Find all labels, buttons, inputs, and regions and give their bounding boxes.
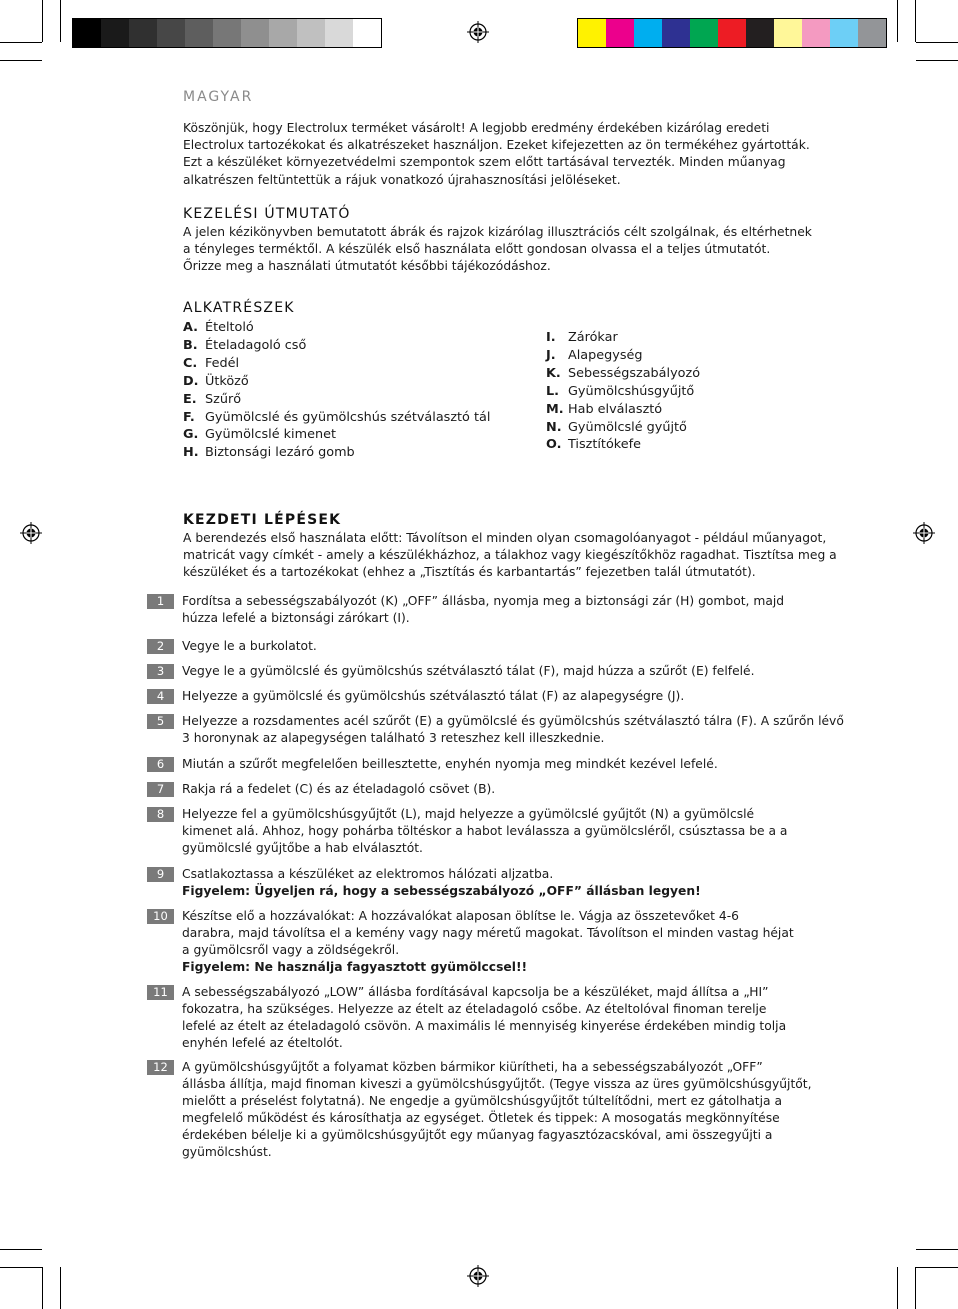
first-steps-line: készüléket és a tartozékokat (ehhez a „Tisztítás és karbantartás” fejezetben talál útmutatót). [183,565,756,580]
language-label: MAGYAR [183,89,254,105]
part-name: Tisztítókefe [568,437,641,453]
manual-paragraph [183,224,812,276]
manual-line: A jelen kézikönyvben bemutatott ábrák és rajzok kizárólag illusztrációs célt szolgálnak, és eltérhetnek [183,225,812,239]
registration-mark-icon [467,1265,489,1287]
color-swatch [662,19,690,47]
step-line: kimenet alá. Ahhoz, hogy pohárba töltéskor a habot leválassza a gyümölcsléről, csúsztassa be a a [182,824,788,838]
gray-swatch [185,19,213,47]
part-name: Alapegység [568,347,643,363]
color-swatch [858,19,886,47]
gray-swatch [325,19,353,47]
step-number-badge: 3 [147,664,174,679]
part-letter: M. [546,401,564,417]
step-line: érdekében bélelje ki a gyümölcshúsgyűjtőt egy műanyag fagyasztózacskóval, ami összegyűjti a [182,1128,773,1142]
step-line: Vegye le a burkolatot. [182,639,317,653]
step-text [182,713,902,747]
part-name: Hab elválasztó [568,401,663,417]
parts-heading: ALKATRÉSZEK [183,300,295,316]
color-swatch [774,19,802,47]
step-text [182,593,902,627]
part-name: Ütköző [205,373,249,389]
crop-mark-tr-v2 [897,0,898,42]
step-text [182,866,902,900]
part-letter: C. [183,355,198,371]
first-steps-paragraph [183,530,837,582]
crop-mark-tl-v2 [60,0,61,42]
step-line: A sebességszabályozó „LOW” állásba fordításával kapcsolja be a készüléket, majd állítsa a „HI” [182,985,769,999]
part-letter: E. [183,391,197,407]
part-letter: L. [546,383,560,399]
step-line: gyümölcslé gyűjtőbe a hab elválasztót. [182,841,423,855]
part-name: Sebességszabályozó [568,365,701,381]
registration-mark-icon [913,522,935,544]
parts-list-left [183,319,490,462]
step-text [182,781,902,798]
step-line: A gyümölcshúsgyűjtőt a folyamat közben bármikor kiürítheti, ha a sebességszabályozót „OFF” [182,1060,763,1074]
part-name: Zárókar [568,330,618,345]
color-swatch [578,19,606,47]
gray-swatch [241,19,269,47]
gray-swatch [73,19,101,47]
color-swatch [746,19,774,47]
step-text [182,638,902,655]
registration-mark-icon [20,522,42,544]
part-name: Ételtoló [205,320,254,335]
step-line: Miután a szűrőt megfelelően beillesztette, enyhén nyomja meg mindkét kezével lefelé. [182,757,718,771]
step-line: fokozatra, ha szükséges. Helyezze az ételt az ételadagoló csőbe. Az ételtolóval finoman terelje [182,1002,767,1016]
step-line: Készítse elő a hozzávalókat: A hozzávalókat alaposan öblítse le. Vágja az összetevőket 4-6 [182,909,739,923]
step-line: Fordítsa a sebességszabályozót (K) „OFF” állásba, nyomja meg a biztonsági zár (H) gombot, majd [182,594,785,608]
part-item [546,419,700,437]
gray-swatch [297,19,325,47]
part-name: Fedél [205,355,240,371]
step-text [182,908,902,976]
step-line: mielőtt a préselést folytatná). Ne engedje a gyümölcshúsgyűjtőt túltelítődni, mert ez gátolhatja a [182,1094,783,1108]
color-swatch [690,19,718,47]
step-line: Csatlakoztassa a készüléket az elektromos hálózati aljzatba. [182,867,554,881]
step-text [182,688,902,705]
registration-mark-icon [467,21,489,43]
crop-mark-br-h [916,1267,958,1268]
grayscale-color-bar [72,18,382,48]
color-swatch [634,19,662,47]
step-line: gyümölcshúst. [182,1145,272,1159]
step-number-badge: 11 [147,985,174,1000]
part-letter: H. [183,445,199,461]
step-text [182,756,902,773]
gray-swatch [269,19,297,47]
step-number-badge: 4 [147,689,174,704]
intro-line: Köszönjük, hogy Electrolux terméket vásárolt! A legjobb eredmény érdekében kizárólag eredeti [183,121,770,135]
parts-list-right [546,329,700,454]
step-line: Helyezze fel a gyümölcshúsgyűjtőt (L), majd helyezze a gyümölcslé gyűjtőt (N) a gyümölcslé [182,807,755,821]
first-steps-line: A berendezés első használata előtt: Távolítson el minden olyan csomagolóanyagot - például műanyagot, [183,531,827,545]
part-name: Biztonsági lezáró gomb [205,445,355,461]
part-letter: J. [546,347,556,363]
crop-mark-br-v2 [897,1267,898,1309]
part-name: Ételadagoló cső [205,337,307,353]
first-steps-heading: KEZDETI LÉPÉSEK [183,512,342,528]
gray-swatch [213,19,241,47]
step-number-badge: 1 [147,594,174,609]
step-number-badge: 8 [147,807,174,822]
part-letter: B. [183,337,198,353]
step-line: enyhén lefelé az ételtolót. [182,1036,343,1050]
intro-line: Ezt a készüléket környezetvédelmi szempontok szem előtt tartásával tervezték. Minden műanyag [183,155,786,170]
gray-swatch [129,19,157,47]
intro-line: Electrolux tartozékokat és alkatrészeket használjon. Ezeket kifejezetten az ön termékéhez gyártották. [183,138,810,153]
part-item [546,401,700,419]
part-item [183,409,490,427]
step-warning: Figyelem: Ügyeljen rá, hogy a sebességszabályozó „OFF” állásban legyen! [182,884,701,898]
step-line: lefelé az ételt az ételadagoló csövön. A maximális lé mennyiség kinyerése érdekében mindig tolja [182,1019,787,1033]
step-number-badge: 5 [147,714,174,729]
step-line: megfelelő működést és károsíthatja az egységet. Ötletek és tippek: A mosogatás megkönnyítése [182,1111,780,1125]
step-number-badge: 2 [147,639,174,654]
part-name: Szűrő [205,391,242,407]
step-line: Rakja rá a fedelet (C) és az ételadagoló csövet (B). [182,782,496,796]
crop-mark-tr-h [916,42,958,43]
color-swatch [718,19,746,47]
step-number-badge: 9 [147,867,174,882]
crop-mark-tr-v [915,0,916,42]
part-letter: K. [546,365,561,381]
step-line: 3 horonynak az alapegységen található 3 reteszhez kell illeszkednie. [182,731,605,745]
manual-line: Őrizze meg a használati útmutatót későbbi tájékozódáshoz. [183,259,551,274]
part-letter: I. [546,330,556,345]
crop-mark-bl-v [42,1267,43,1309]
crop-mark-br-v [915,1267,916,1309]
part-item [183,391,490,409]
crop-mark-br-h2 [916,1249,958,1250]
part-item [546,436,700,454]
part-name: Gyümölcshúsgyűjtő [568,383,695,399]
part-name: Gyümölcslé kimenet [205,427,336,443]
part-item [183,355,490,373]
part-item [183,319,490,337]
step-number-badge: 10 [147,909,174,924]
gray-swatch [353,19,381,47]
color-swatch [802,19,830,47]
step-line: állásba állítja, majd finoman kiveszi a gyümölcshúsgyűjtőt. (Tegye vissza az üres gyümölcshúsgyűjtőt, [182,1077,812,1091]
part-letter: D. [183,373,199,389]
step-line: Helyezze a rozsdamentes acél szűrőt (E) a gyümölcslé és gyümölcshús szétválasztó tálra (F). A szűrőn lévő [182,714,844,728]
step-line: darabra, majd távolítsa el a kemény vagy nagy méretű magokat. Távolítson el minden vastag héjat [182,926,794,940]
process-color-bar [577,18,887,48]
part-letter: N. [546,419,562,435]
intro-paragraph [183,120,810,189]
intro-line: alkatrészen feltüntettük a rájuk vonatkozó újrahasznosítási jelöléseket. [183,172,621,187]
part-letter: O. [546,437,562,453]
part-name: Gyümölcslé gyűjtő [568,419,687,435]
step-warning: Figyelem: Ne használja fagyasztott gyümölccsel!! [182,960,528,974]
part-item [546,365,700,383]
crop-mark-tl-v [42,0,43,42]
step-text [182,1059,902,1161]
step-number-badge: 6 [147,757,174,772]
part-letter: A. [183,320,199,335]
step-text [182,806,902,857]
step-line: húzza lefelé a biztonsági zárókart (I). [182,611,410,625]
manual-heading: KEZELÉSI ÚTMUTATÓ [183,206,351,222]
step-line: Vegye le a gyümölcslé és gyümölcshús szétválasztó tálat (F), majd húzza a szűrőt (E) felfelé. [182,664,755,678]
crop-mark-tr-h2 [916,60,958,61]
part-letter: F. [183,409,195,425]
color-swatch [830,19,858,47]
part-item [183,337,490,355]
manual-line: a tényleges terméktől. A készülék első használata előtt gondosan olvassa el a teljes útmutatót. [183,242,771,257]
part-letter: G. [183,427,199,443]
part-item [546,329,700,347]
color-swatch [606,19,634,47]
crop-mark-bl-h2 [0,1249,42,1250]
step-line: a gyümölcsről vagy a zöldségekről. [182,943,400,957]
part-item [546,347,700,365]
crop-mark-bl-v2 [60,1267,61,1309]
part-name: Gyümölcslé és gyümölcshús szétválasztó tál [205,409,491,425]
gray-swatch [157,19,185,47]
step-line: Helyezze a gyümölcslé és gyümölcshús szétválasztó tálat (F) az alapegységre (J). [182,689,685,703]
first-steps-line: matricát vagy címkét - amely a készülékházhoz, a tálakhoz vagy kiegészítőkhöz ragadhat. Tisztítsa meg a [183,548,837,563]
part-item [183,373,490,391]
step-text [182,663,902,680]
gray-swatch [101,19,129,47]
part-item [183,444,490,462]
step-text [182,984,902,1052]
part-item [183,426,490,444]
part-item [546,383,700,401]
crop-mark-tl-h [0,42,42,43]
step-number-badge: 7 [147,782,174,797]
crop-mark-bl-h [0,1267,42,1268]
crop-mark-tl-h2 [0,60,42,61]
step-number-badge: 12 [147,1060,174,1075]
